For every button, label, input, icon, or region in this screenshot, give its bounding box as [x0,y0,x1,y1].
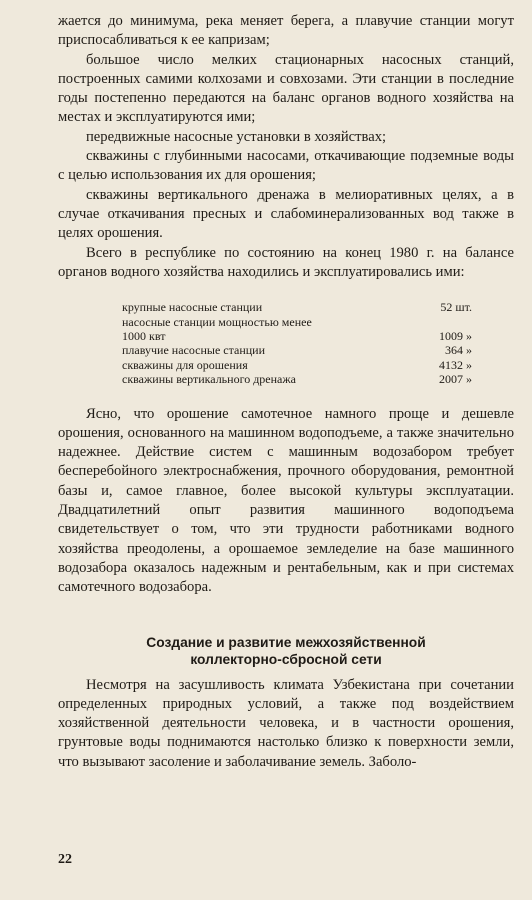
stats-row [122,358,472,372]
paragraph-6: Всего в республике по состоянию на конец 1980 г. на балансе органов водного хозяйства находились и эксплуатировались ими: [58,244,514,280]
stats-value: 2007 » [439,372,472,387]
stats-value: 1009 » [439,328,472,343]
paragraph-3: передвижные насосные установки в хозяйствах; [86,128,387,145]
paragraph-2: большое число мелких стационарных насосных станций, построенных самими колхозами и совхозами. Эти станции в последние годы постепенно передаются на баланс органов водного хозяйства на местах и эксплуатируются ими; [58,51,514,126]
paragraph-5: скважины вертикального дренажа в мелиоративных целях, а в случае откачивания пресных и слабоминерализованных вод также в целях орошения. [58,186,514,242]
stats-value [402,315,472,329]
stats-row [122,372,472,386]
section-heading-line-2: коллекторно-сбросной сети [190,651,382,667]
stats-value: 4132 » [439,357,472,372]
stats-label: 1000 квт [122,328,166,343]
stats-label: скважины вертикального дренажа [122,372,296,387]
paragraph-7: Ясно, что орошение самотечное намного проще и дешевле орошения, основанного на машинном водоподъеме, а также значительно надежнее. Действие систем с машинным водозабором требует бесперебойного электроснабжения, прочного оборудования, ремонтной базы и, самое главное, более высокой культуры эксплуатации. Двадцатилетний опыт развития машинного водоподъема свидетельствует о том, что эти трудности работниками водного хозяйства преодолены, а орошаемое земледелие на базе машинного водозабора оказалось надежным и рентабельным, как и при системах самотечного водозабора. [58,405,514,596]
stats-row [122,315,472,329]
section-heading [58,634,514,668]
stats-label: плавучие насосные станции [122,343,266,358]
paragraph-1: жается до минимума, река меняет берега, а плавучие станции могут приспосабливаться к ее капризам; [58,13,514,49]
page-number: 22 [58,852,72,867]
stats-value: 52 шт. [440,300,472,315]
stats-table [122,300,472,386]
section-heading-line-1: Создание и развитие межхозяйственной [146,634,426,650]
stats-row [122,300,472,314]
paragraph-8: Несмотря на засушливость климата Узбекистана при сочетании определенных природных условий, а также под воздействием хозяйственной деятельности человека, и в частности орошения, грунтовые воды поднимаются настолько близко к поверхности земли, что вызывают засоление и заболачивание земель. Заболо- [58,676,514,770]
stats-row [122,343,472,357]
stats-label: насосные станции мощностью менее [122,314,312,329]
stats-value: 364 » [445,343,472,358]
stats-label: скважины для орошения [122,357,248,372]
stats-row [122,329,472,343]
paragraph-4: скважины с глубинными насосами, откачивающие подземные воды с целью использования их для орошения; [58,148,514,184]
stats-label: крупные насосные станции [122,300,263,315]
